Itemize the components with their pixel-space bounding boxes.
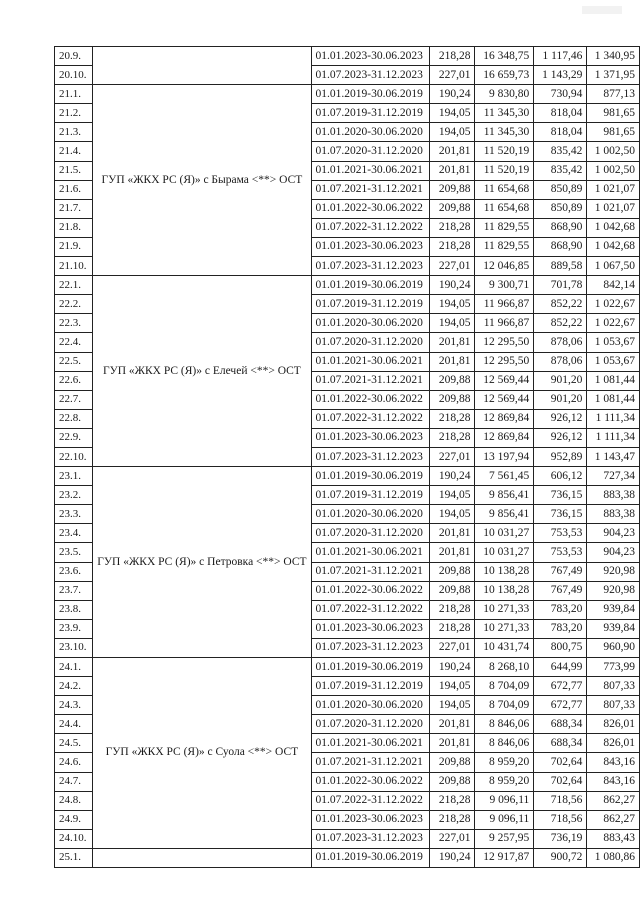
- tariff-value-2: 16 348,75: [475, 47, 534, 66]
- tariff-value-4: 1 053,67: [587, 352, 640, 371]
- tariff-value-1: 218,28: [430, 600, 475, 619]
- tariff-value-1: 201,81: [430, 333, 475, 352]
- tariff-value-2: 9 830,80: [475, 85, 534, 104]
- row-number: 23.3.: [55, 505, 93, 524]
- row-number: 23.4.: [55, 524, 93, 543]
- tariff-value-1: 190,24: [430, 85, 475, 104]
- validity-period: 01.07.2022-31.12.2022: [311, 218, 430, 237]
- tariff-value-3: 900,72: [534, 848, 587, 867]
- tariff-value-4: 1 002,50: [587, 161, 640, 180]
- row-number: 21.9.: [55, 237, 93, 256]
- tariff-value-2: 11 654,68: [475, 199, 534, 218]
- tariff-value-4: 1 111,34: [587, 409, 640, 428]
- tariff-value-4: 1 022,67: [587, 295, 640, 314]
- tariff-value-4: 1 067,50: [587, 257, 640, 276]
- tariff-value-2: 8 268,10: [475, 658, 534, 677]
- tariff-value-1: 194,05: [430, 677, 475, 696]
- tariff-value-1: 194,05: [430, 696, 475, 715]
- tariff-value-1: 218,28: [430, 810, 475, 829]
- row-number: 24.10.: [55, 829, 93, 848]
- row-number: 24.2.: [55, 677, 93, 696]
- table-row: [55, 467, 640, 486]
- tariff-value-4: 981,65: [587, 104, 640, 123]
- tariff-value-2: 8 959,20: [475, 772, 534, 791]
- tariff-value-4: 826,01: [587, 715, 640, 734]
- validity-period: 01.01.2023-30.06.2023: [311, 237, 430, 256]
- validity-period: 01.01.2020-30.06.2020: [311, 696, 430, 715]
- tariff-value-3: 901,20: [534, 371, 587, 390]
- tariff-value-1: 190,24: [430, 467, 475, 486]
- tariff-value-3: 926,12: [534, 409, 587, 428]
- tariff-value-1: 190,24: [430, 848, 475, 867]
- tariff-value-2: 9 257,95: [475, 829, 534, 848]
- tariff-value-4: 1 080,86: [587, 848, 640, 867]
- validity-period: 01.01.2021-30.06.2021: [311, 734, 430, 753]
- organization-name: ГУП «ЖКХ РС (Я)» с Суола <**> ОСТ: [93, 658, 311, 849]
- tariff-value-3: 835,42: [534, 161, 587, 180]
- tariff-value-2: 12 295,50: [475, 352, 534, 371]
- tariff-value-3: 878,06: [534, 333, 587, 352]
- tariff-value-4: 1 021,07: [587, 199, 640, 218]
- tariff-value-1: 201,81: [430, 524, 475, 543]
- tariff-value-1: 190,24: [430, 276, 475, 295]
- organization-name: ГУП «ЖКХ РС (Я)» с Бырама <**> ОСТ: [93, 85, 311, 276]
- tariff-value-1: 194,05: [430, 314, 475, 333]
- tariff-value-3: 736,15: [534, 486, 587, 505]
- validity-period: 01.01.2023-30.06.2023: [311, 619, 430, 638]
- row-number: 20.9.: [55, 47, 93, 66]
- tariff-value-4: 939,84: [587, 600, 640, 619]
- tariff-value-3: 702,64: [534, 753, 587, 772]
- tariff-value-2: 9 096,11: [475, 791, 534, 810]
- row-number: 22.1.: [55, 276, 93, 295]
- row-number: 22.2.: [55, 295, 93, 314]
- validity-period: 01.07.2021-31.12.2021: [311, 562, 430, 581]
- tariff-value-1: 227,01: [430, 829, 475, 848]
- row-number: 24.7.: [55, 772, 93, 791]
- tariff-value-3: 644,99: [534, 658, 587, 677]
- row-number: 22.5.: [55, 352, 93, 371]
- tariff-value-2: 11 829,55: [475, 218, 534, 237]
- validity-period: 01.07.2023-31.12.2023: [311, 447, 430, 466]
- validity-period: 01.07.2019-31.12.2019: [311, 104, 430, 123]
- table-row: [55, 658, 640, 677]
- tariff-value-4: 877,13: [587, 85, 640, 104]
- tariff-value-3: 688,34: [534, 734, 587, 753]
- tariff-value-3: 736,15: [534, 505, 587, 524]
- tariff-value-4: 981,65: [587, 123, 640, 142]
- row-number: 22.10.: [55, 447, 93, 466]
- tariff-value-3: 1 117,46: [534, 47, 587, 66]
- validity-period: 01.07.2022-31.12.2022: [311, 409, 430, 428]
- validity-period: 01.01.2021-30.06.2021: [311, 161, 430, 180]
- tariff-value-4: 920,98: [587, 581, 640, 600]
- validity-period: 01.01.2020-30.06.2020: [311, 123, 430, 142]
- tariff-value-4: 1 081,44: [587, 390, 640, 409]
- tariff-value-3: 767,49: [534, 581, 587, 600]
- tariff-value-3: 800,75: [534, 638, 587, 657]
- tariff-value-1: 194,05: [430, 505, 475, 524]
- tariff-value-2: 12 917,87: [475, 848, 534, 867]
- tariff-table: [54, 46, 640, 868]
- tariff-value-4: 1 002,50: [587, 142, 640, 161]
- tariff-value-2: 11 520,19: [475, 161, 534, 180]
- tariff-value-1: 209,88: [430, 390, 475, 409]
- validity-period: 01.07.2023-31.12.2023: [311, 829, 430, 848]
- tariff-value-1: 227,01: [430, 66, 475, 85]
- tariff-value-2: 8 704,09: [475, 677, 534, 696]
- tariff-value-3: 730,94: [534, 85, 587, 104]
- row-number: 24.5.: [55, 734, 93, 753]
- validity-period: 01.01.2021-30.06.2021: [311, 543, 430, 562]
- tariff-value-1: 209,88: [430, 180, 475, 199]
- tariff-value-3: 1 143,29: [534, 66, 587, 85]
- validity-period: 01.07.2021-31.12.2021: [311, 753, 430, 772]
- validity-period: 01.01.2022-30.06.2022: [311, 581, 430, 600]
- tariff-value-4: 1 340,95: [587, 47, 640, 66]
- tariff-value-3: 753,53: [534, 543, 587, 562]
- tariff-value-1: 194,05: [430, 295, 475, 314]
- tariff-value-2: 12 569,44: [475, 371, 534, 390]
- tariff-value-2: 11 829,55: [475, 237, 534, 256]
- tariff-value-3: 606,12: [534, 467, 587, 486]
- tariff-value-3: 952,89: [534, 447, 587, 466]
- tariff-value-2: 12 046,85: [475, 257, 534, 276]
- validity-period: 01.01.2023-30.06.2023: [311, 428, 430, 447]
- row-number: 22.9.: [55, 428, 93, 447]
- tariff-value-2: 10 031,27: [475, 543, 534, 562]
- validity-period: 01.07.2019-31.12.2019: [311, 486, 430, 505]
- row-number: 21.10.: [55, 257, 93, 276]
- tariff-value-2: 16 659,73: [475, 66, 534, 85]
- tariff-value-3: 753,53: [534, 524, 587, 543]
- tariff-value-2: 10 271,33: [475, 619, 534, 638]
- tariff-value-1: 190,24: [430, 658, 475, 677]
- tariff-value-4: 807,33: [587, 696, 640, 715]
- validity-period: 01.01.2022-30.06.2022: [311, 772, 430, 791]
- validity-period: 01.07.2020-31.12.2020: [311, 715, 430, 734]
- tariff-value-1: 218,28: [430, 791, 475, 810]
- validity-period: 01.01.2020-30.06.2020: [311, 314, 430, 333]
- tariff-value-1: 201,81: [430, 161, 475, 180]
- validity-period: 01.07.2023-31.12.2023: [311, 638, 430, 657]
- tariff-value-2: 11 966,87: [475, 314, 534, 333]
- row-number: 23.5.: [55, 543, 93, 562]
- tariff-value-1: 227,01: [430, 447, 475, 466]
- tariff-value-2: 7 561,45: [475, 467, 534, 486]
- tariff-value-1: 218,28: [430, 428, 475, 447]
- tariff-value-2: 12 295,50: [475, 333, 534, 352]
- tariff-value-3: 901,20: [534, 390, 587, 409]
- tariff-value-2: 13 197,94: [475, 447, 534, 466]
- tariff-value-4: 1 371,95: [587, 66, 640, 85]
- row-number: 21.1.: [55, 85, 93, 104]
- tariff-value-1: 218,28: [430, 47, 475, 66]
- row-number: 21.7.: [55, 199, 93, 218]
- tariff-value-1: 218,28: [430, 619, 475, 638]
- table-row: [55, 276, 640, 295]
- tariff-value-4: 904,23: [587, 543, 640, 562]
- tariff-value-4: 1 042,68: [587, 218, 640, 237]
- tariff-value-4: 1 022,67: [587, 314, 640, 333]
- tariff-value-3: 783,20: [534, 600, 587, 619]
- row-number: 21.6.: [55, 180, 93, 199]
- tariff-value-3: 701,78: [534, 276, 587, 295]
- tariff-value-3: 718,56: [534, 791, 587, 810]
- validity-period: 01.01.2023-30.06.2023: [311, 810, 430, 829]
- tariff-value-3: 868,90: [534, 218, 587, 237]
- tariff-value-3: 878,06: [534, 352, 587, 371]
- tariff-value-3: 718,56: [534, 810, 587, 829]
- tariff-value-4: 862,27: [587, 810, 640, 829]
- row-number: 21.5.: [55, 161, 93, 180]
- row-number: 20.10.: [55, 66, 93, 85]
- tariff-value-2: 8 846,06: [475, 734, 534, 753]
- tariff-value-3: 889,58: [534, 257, 587, 276]
- tariff-value-3: 672,77: [534, 696, 587, 715]
- tariff-table-body: [55, 47, 640, 868]
- tariff-value-4: 920,98: [587, 562, 640, 581]
- organization-name: [93, 848, 311, 867]
- tariff-value-4: 842,14: [587, 276, 640, 295]
- tariff-value-2: 9 096,11: [475, 810, 534, 829]
- validity-period: 01.01.2020-30.06.2020: [311, 505, 430, 524]
- tariff-value-2: 10 431,74: [475, 638, 534, 657]
- row-number: 24.9.: [55, 810, 93, 829]
- organization-name: ГУП «ЖКХ РС (Я)» с Петровка <**> ОСТ: [93, 467, 311, 658]
- document-page: [54, 46, 640, 868]
- row-number: 23.7.: [55, 581, 93, 600]
- validity-period: 01.07.2022-31.12.2022: [311, 600, 430, 619]
- tariff-value-2: 11 654,68: [475, 180, 534, 199]
- tariff-value-1: 201,81: [430, 543, 475, 562]
- validity-period: 01.07.2020-31.12.2020: [311, 524, 430, 543]
- tariff-value-2: 10 138,28: [475, 581, 534, 600]
- tariff-value-4: 883,38: [587, 486, 640, 505]
- row-number: 21.3.: [55, 123, 93, 142]
- tariff-value-1: 209,88: [430, 199, 475, 218]
- tariff-value-4: 883,43: [587, 829, 640, 848]
- row-number: 21.4.: [55, 142, 93, 161]
- tariff-value-4: 904,23: [587, 524, 640, 543]
- validity-period: 01.01.2019-30.06.2019: [311, 85, 430, 104]
- row-number: 24.4.: [55, 715, 93, 734]
- tariff-value-2: 9 300,71: [475, 276, 534, 295]
- validity-period: 01.01.2022-30.06.2022: [311, 199, 430, 218]
- tariff-value-2: 12 569,44: [475, 390, 534, 409]
- tariff-value-1: 218,28: [430, 409, 475, 428]
- tariff-value-4: 843,16: [587, 753, 640, 772]
- validity-period: 01.01.2019-30.06.2019: [311, 848, 430, 867]
- tariff-value-1: 194,05: [430, 104, 475, 123]
- row-number: 22.8.: [55, 409, 93, 428]
- row-number: 23.10.: [55, 638, 93, 657]
- tariff-value-4: 1 053,67: [587, 333, 640, 352]
- validity-period: 01.07.2023-31.12.2023: [311, 66, 430, 85]
- tariff-value-2: 8 959,20: [475, 753, 534, 772]
- tariff-value-4: 1 081,44: [587, 371, 640, 390]
- tariff-value-1: 218,28: [430, 218, 475, 237]
- tariff-value-1: 209,88: [430, 581, 475, 600]
- tariff-value-2: 11 345,30: [475, 123, 534, 142]
- tariff-value-1: 194,05: [430, 486, 475, 505]
- row-number: 22.4.: [55, 333, 93, 352]
- row-number: 24.1.: [55, 658, 93, 677]
- tariff-value-4: 883,38: [587, 505, 640, 524]
- row-number: 21.8.: [55, 218, 93, 237]
- tariff-value-1: 218,28: [430, 237, 475, 256]
- tariff-value-2: 11 520,19: [475, 142, 534, 161]
- tariff-value-4: 807,33: [587, 677, 640, 696]
- tariff-value-4: 843,16: [587, 772, 640, 791]
- row-number: 23.9.: [55, 619, 93, 638]
- tariff-value-4: 773,99: [587, 658, 640, 677]
- tariff-value-1: 209,88: [430, 371, 475, 390]
- row-number: 23.2.: [55, 486, 93, 505]
- row-number: 22.7.: [55, 390, 93, 409]
- tariff-value-2: 8 846,06: [475, 715, 534, 734]
- validity-period: 01.07.2021-31.12.2021: [311, 180, 430, 199]
- tariff-value-1: 201,81: [430, 715, 475, 734]
- tariff-value-2: 12 869,84: [475, 428, 534, 447]
- tariff-value-1: 209,88: [430, 772, 475, 791]
- row-number: 23.6.: [55, 562, 93, 581]
- validity-period: 01.01.2019-30.06.2019: [311, 276, 430, 295]
- tariff-value-3: 868,90: [534, 237, 587, 256]
- tariff-value-3: 783,20: [534, 619, 587, 638]
- tariff-value-1: 209,88: [430, 753, 475, 772]
- validity-period: 01.07.2020-31.12.2020: [311, 333, 430, 352]
- tariff-value-2: 9 856,41: [475, 505, 534, 524]
- tariff-value-2: 12 869,84: [475, 409, 534, 428]
- tariff-value-1: 201,81: [430, 352, 475, 371]
- tariff-value-4: 826,01: [587, 734, 640, 753]
- tariff-value-3: 852,22: [534, 295, 587, 314]
- tariff-value-1: 194,05: [430, 123, 475, 142]
- tariff-value-4: 1 143,47: [587, 447, 640, 466]
- organization-name: [93, 47, 311, 85]
- row-number: 24.3.: [55, 696, 93, 715]
- validity-period: 01.01.2021-30.06.2021: [311, 352, 430, 371]
- tariff-value-2: 11 345,30: [475, 104, 534, 123]
- tariff-value-1: 209,88: [430, 562, 475, 581]
- tariff-value-4: 939,84: [587, 619, 640, 638]
- tariff-value-3: 818,04: [534, 123, 587, 142]
- tariff-value-4: 1 111,34: [587, 428, 640, 447]
- validity-period: 01.07.2020-31.12.2020: [311, 142, 430, 161]
- tariff-value-3: 852,22: [534, 314, 587, 333]
- tariff-value-3: 672,77: [534, 677, 587, 696]
- validity-period: 01.07.2022-31.12.2022: [311, 791, 430, 810]
- row-number: 23.1.: [55, 467, 93, 486]
- validity-period: 01.01.2019-30.06.2019: [311, 467, 430, 486]
- row-number: 25.1.: [55, 848, 93, 867]
- row-number: 24.6.: [55, 753, 93, 772]
- table-row: [55, 848, 640, 867]
- tariff-value-3: 688,34: [534, 715, 587, 734]
- tariff-value-2: 10 138,28: [475, 562, 534, 581]
- tariff-value-3: 835,42: [534, 142, 587, 161]
- tariff-value-1: 227,01: [430, 638, 475, 657]
- tariff-value-1: 201,81: [430, 734, 475, 753]
- tariff-value-4: 960,90: [587, 638, 640, 657]
- tariff-value-4: 862,27: [587, 791, 640, 810]
- tariff-value-3: 767,49: [534, 562, 587, 581]
- scan-smudge: [582, 6, 622, 14]
- validity-period: 01.01.2022-30.06.2022: [311, 390, 430, 409]
- tariff-value-2: 10 271,33: [475, 600, 534, 619]
- validity-period: 01.01.2019-30.06.2019: [311, 658, 430, 677]
- row-number: 22.3.: [55, 314, 93, 333]
- validity-period: 01.07.2023-31.12.2023: [311, 257, 430, 276]
- tariff-value-3: 850,89: [534, 180, 587, 199]
- row-number: 21.2.: [55, 104, 93, 123]
- row-number: 22.6.: [55, 371, 93, 390]
- tariff-value-3: 818,04: [534, 104, 587, 123]
- tariff-value-1: 201,81: [430, 142, 475, 161]
- table-row: [55, 85, 640, 104]
- tariff-value-2: 9 856,41: [475, 486, 534, 505]
- tariff-value-2: 10 031,27: [475, 524, 534, 543]
- tariff-value-3: 702,64: [534, 772, 587, 791]
- tariff-value-2: 8 704,09: [475, 696, 534, 715]
- tariff-value-1: 227,01: [430, 257, 475, 276]
- row-number: 24.8.: [55, 791, 93, 810]
- tariff-value-3: 736,19: [534, 829, 587, 848]
- validity-period: 01.07.2019-31.12.2019: [311, 677, 430, 696]
- tariff-value-3: 850,89: [534, 199, 587, 218]
- tariff-value-4: 1 021,07: [587, 180, 640, 199]
- tariff-value-3: 926,12: [534, 428, 587, 447]
- validity-period: 01.07.2019-31.12.2019: [311, 295, 430, 314]
- tariff-value-4: 1 042,68: [587, 237, 640, 256]
- validity-period: 01.01.2023-30.06.2023: [311, 47, 430, 66]
- tariff-value-2: 11 966,87: [475, 295, 534, 314]
- table-row: [55, 47, 640, 66]
- organization-name: ГУП «ЖКХ РС (Я)» с Елечей <**> ОСТ: [93, 276, 311, 467]
- tariff-value-4: 727,34: [587, 467, 640, 486]
- validity-period: 01.07.2021-31.12.2021: [311, 371, 430, 390]
- row-number: 23.8.: [55, 600, 93, 619]
